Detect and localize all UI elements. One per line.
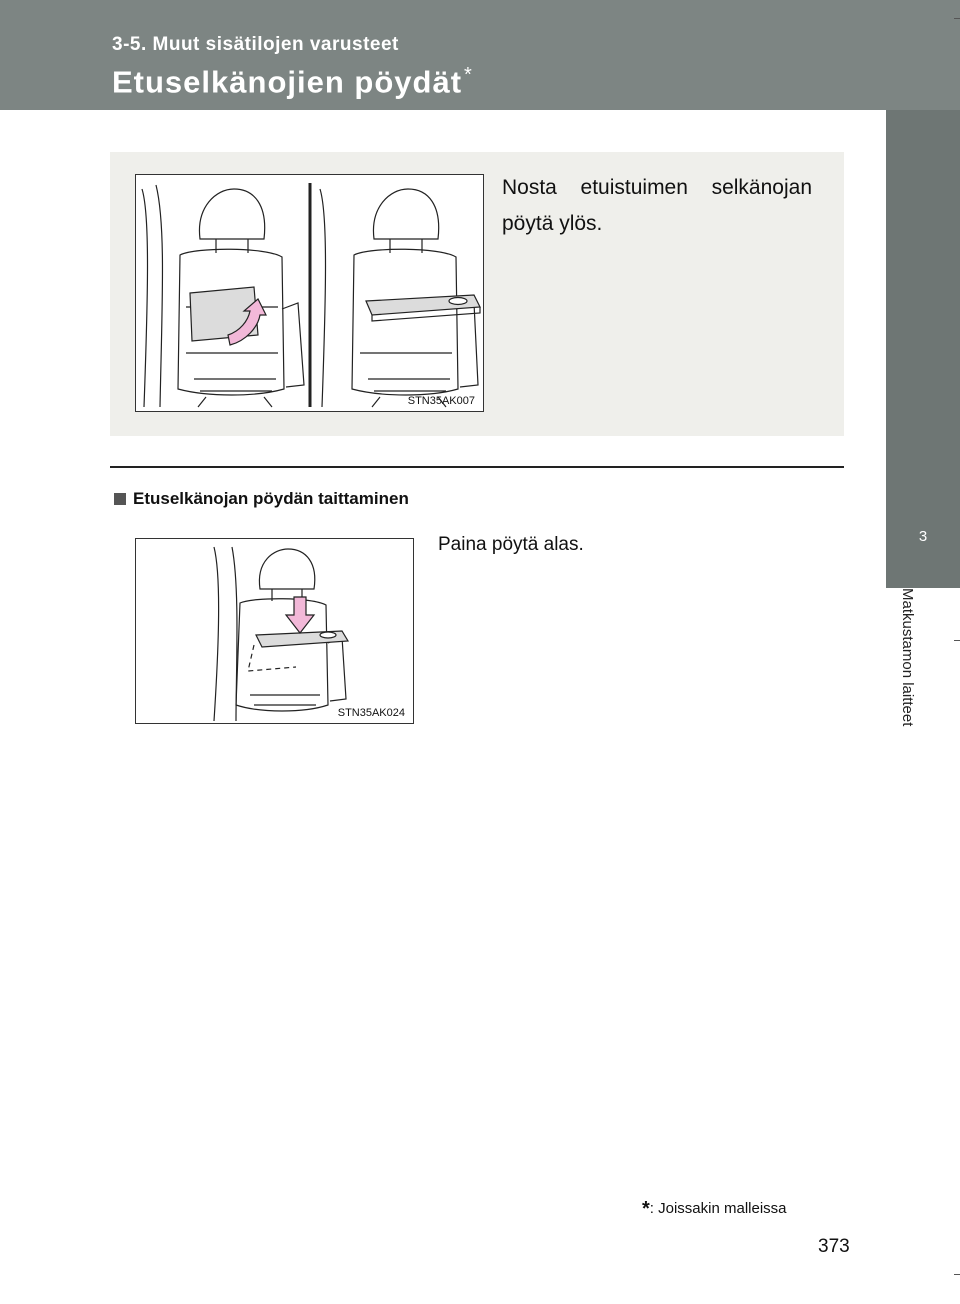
page-number: 373 — [818, 1236, 850, 1257]
page-header — [0, 0, 960, 110]
chapter-title-wrap — [886, 588, 930, 818]
subheading — [114, 489, 409, 509]
chapter-number: 3 — [918, 528, 928, 545]
footnote — [642, 1198, 787, 1221]
seat-table-fold-drawing — [136, 539, 413, 723]
margin-tick — [954, 1274, 960, 1275]
chapter-tab — [886, 110, 960, 588]
chapter-title: Matkustamon laitteet — [899, 588, 916, 727]
square-bullet-icon — [114, 493, 126, 505]
margin-tick — [954, 18, 960, 19]
seat-table-raise-drawing — [136, 175, 483, 411]
title-asterisk-mark: * — [464, 64, 473, 86]
illustration-table-raise — [135, 174, 484, 412]
page-title-text: Etuselkänojien pöydät — [112, 64, 463, 100]
page-title — [112, 64, 473, 100]
figure-code: STN35AK007 — [407, 395, 475, 407]
margin-tick — [954, 640, 960, 641]
illustration-table-fold — [135, 538, 414, 724]
footnote-text: : Joissakin malleissa — [649, 1200, 787, 1217]
instruction-text: Nosta etuistuimen selkänojan pöytä ylös. — [502, 176, 812, 235]
section-divider — [110, 466, 844, 468]
subheading-text: Etuselkänojan pöydän taittaminen — [133, 489, 409, 508]
footnote-asterisk-mark: * — [642, 1198, 650, 1220]
instruction-text: Paina pöytä alas. — [438, 534, 584, 555]
section-label: 3-5. Muut sisätilojen varusteet — [112, 34, 399, 55]
figure-code: STN35AK024 — [337, 707, 405, 719]
